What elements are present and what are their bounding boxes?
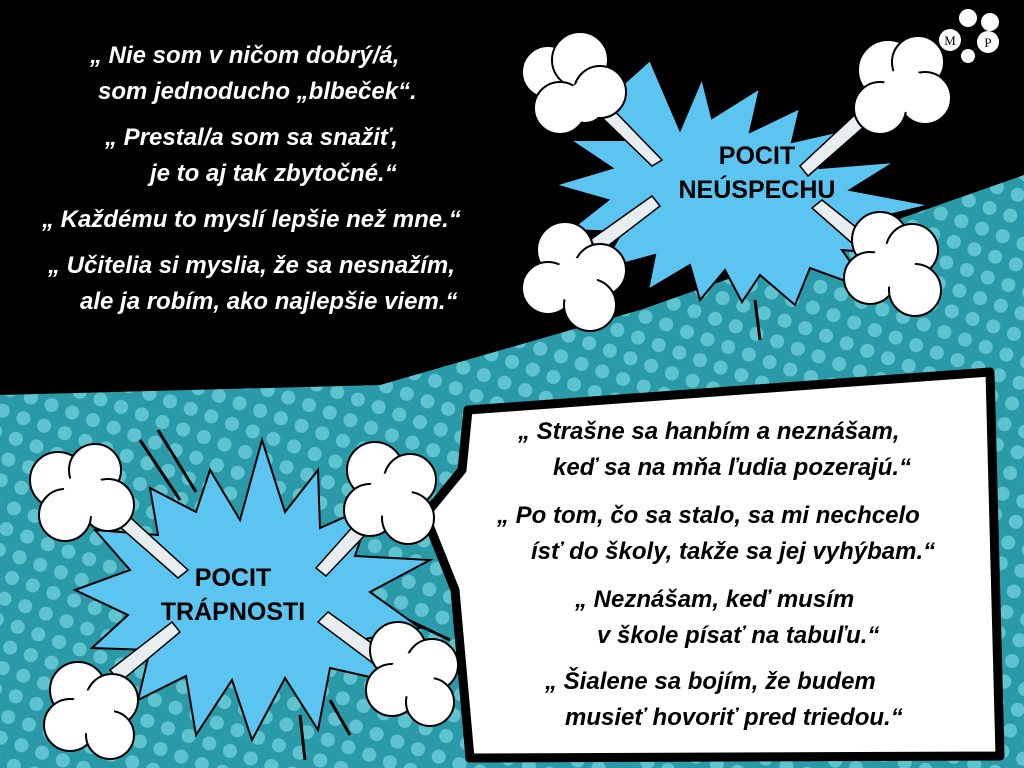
burst-label-line1: POCIT (194, 564, 272, 592)
quote-bottom-1a: „ Strašne sa hanbím a neznášam, (518, 418, 900, 445)
quote-top-2a: „ Prestal/a som sa snažiť, (105, 124, 398, 151)
quote-top-1a: „ Nie som v ničom dobrý/á, (90, 42, 400, 69)
quote-top-3: „ Každému to myslí lepšie než mne.“ (42, 206, 461, 233)
quote-bottom-4a: „ Šialene sa bojím, že budem (545, 668, 876, 695)
quote-top-4a: „ Učitelia si myslia, že sa nesnažím, (48, 252, 455, 279)
burst-label-line1: POCIT (718, 142, 796, 170)
burst-label-line2: NEÚSPECHU (678, 175, 836, 204)
logo-letter-m: M (944, 33, 956, 48)
puff-bottom-burst-top-left (30, 444, 134, 541)
quote-top-4b: ale ja robím, ako najlepšie viem.“ (80, 288, 458, 315)
quote-bottom-4b: musieť hovoriť pred triedou.“ (565, 704, 903, 731)
burst-label-neuspechu (672, 140, 842, 208)
puff-bottom-burst-bottom-left (44, 662, 138, 759)
quote-top-1b: som jednoducho „blbeček“. (98, 78, 417, 105)
puff-top-right (854, 36, 951, 134)
puff-bottom-right (844, 212, 941, 316)
quote-bottom-3b: v škole písať na tabuľu.“ (597, 622, 880, 649)
quote-top-2b: je to aj tak zbytočné.“ (150, 160, 397, 187)
puff-bottom-burst-top-right (344, 442, 436, 544)
burst-label-line2: TRÁPNOSTI (160, 597, 306, 626)
burst-label-trapnosti (148, 562, 318, 630)
quote-bottom-3a: „ Neznášam, keď musím (575, 586, 855, 613)
quote-bottom-2b: ísť do školy, takže sa jej vyhýbam.“ (531, 538, 936, 565)
logo-letter-p: P (984, 35, 992, 50)
quote-bottom-2a: „ Po tom, čo sa stalo, sa mi nechcelo (497, 502, 920, 529)
quote-bottom-1b: keď sa na mňa ľudia pozerajú.“ (553, 454, 912, 481)
